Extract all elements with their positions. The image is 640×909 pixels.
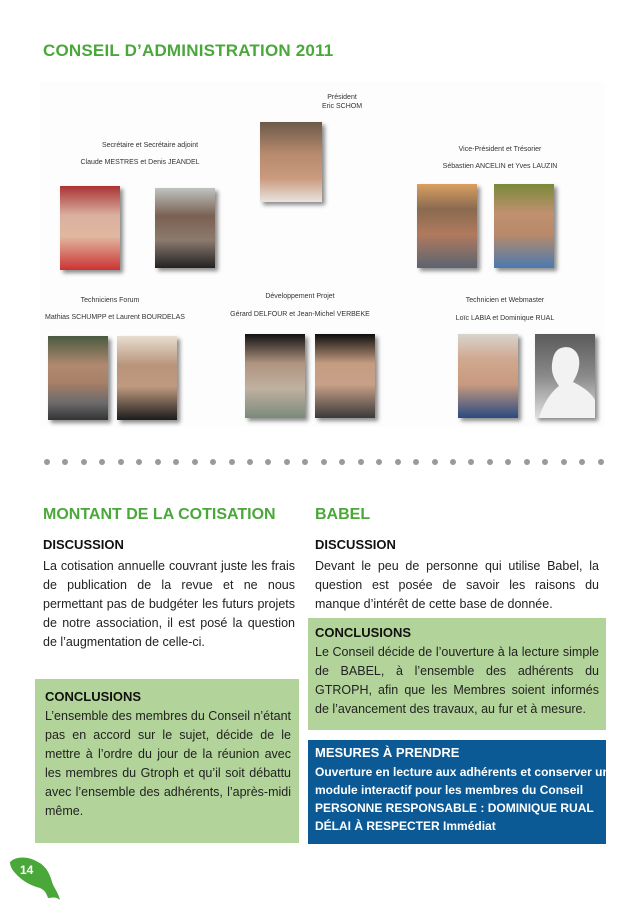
secretaires-role: Secrétaire et Secrétaire adjoint — [101, 142, 199, 149]
mesures-delai: DÉLAI À RESPECTER Immédiat — [315, 819, 496, 833]
cotisation-conclusions-text: L’ensemble des membres du Conseil n’étant pas en accord sur le sujet, décide de le mettre à l’ordre du jour de la réunion avec les membres du Gtroph et qu’il soit débattu avec l’ensemble des adhérents, l’après-midi même. — [45, 709, 291, 818]
mesures-line-2: module interactif pour les membres du Conseil — [315, 783, 584, 797]
divider-dot — [44, 459, 50, 465]
technicien-forum-photo-2 — [117, 336, 177, 420]
cotisation-discussion-text: La cotisation annuelle couvrant juste les frais de publication de la revue et ne nous permettant pas de budgéter les futurs projets de notre association, il est posé la question de l’augmentation de celle-ci. — [43, 559, 295, 649]
page-number-badge — [8, 852, 63, 907]
techniciens-forum-names: Mathias SCHUMPP et Laurent BOURDELAS — [45, 314, 185, 321]
secretaire-photo-1 — [60, 186, 120, 270]
divider-dot — [432, 459, 438, 465]
babel-conclusions-label: CONCLUSIONS — [315, 625, 412, 640]
cotisation-discussion-label: DISCUSSION — [43, 537, 124, 552]
divider-dot — [81, 459, 87, 465]
divider-dot — [468, 459, 474, 465]
webmaster-names: Loïc LABIA et Dominique RUAL — [455, 315, 555, 322]
mesures-line-1: Ouverture en lecture aux adhérents et conserver un — [315, 765, 610, 779]
president-role: Président — [327, 94, 357, 101]
divider-dot — [598, 459, 604, 465]
cotisation-title: MONTANT DE LA COTISATION — [43, 506, 276, 523]
divider-dot — [210, 459, 216, 465]
divider-dot — [99, 459, 105, 465]
divider-dot — [339, 459, 345, 465]
divider-dot — [358, 459, 364, 465]
divider-dot — [265, 459, 271, 465]
divider-dot — [579, 459, 585, 465]
technicien-forum-photo-1 — [48, 336, 108, 420]
cotisation-conclusions-label: CONCLUSIONS — [45, 689, 142, 704]
president-photo — [260, 122, 322, 202]
page-title: CONSEIL D’ADMINISTRATION 2011 — [43, 41, 334, 60]
divider-dot — [284, 459, 290, 465]
divider-dot — [136, 459, 142, 465]
divider-dot — [395, 459, 401, 465]
babel-discussion-label: DISCUSSION — [315, 537, 396, 552]
divider-dot — [524, 459, 530, 465]
babel-discussion-text: Devant le peu de personne qui utilise Babel, la question est posée de savoir les raisons du manque d’intérêt de cette base de donnée. — [315, 559, 599, 611]
divider-dot — [173, 459, 179, 465]
techniciens-forum-role: Techniciens Forum — [80, 297, 140, 304]
divider-dot — [155, 459, 161, 465]
secretaires-names: Claude MESTRES et Denis JEANDEL — [80, 159, 200, 166]
mesures-responsable: PERSONNE RESPONSABLE : DOMINIQUE RUAL — [315, 801, 594, 815]
page-number: 14 — [20, 863, 34, 877]
babel-mesures-box — [308, 740, 610, 844]
divider-dot — [247, 459, 253, 465]
secretaire-photo-2 — [155, 188, 215, 268]
org-chart — [40, 82, 605, 427]
divider-dot — [376, 459, 382, 465]
babel-conclusions-text: Le Conseil décide de l’ouverture à la lecture simple de BABEL, à l’ensemble des adhérents du GTROPH, afin que les Membres soient informés de l’avancement des travaux, au fur et à mesure. — [315, 645, 599, 716]
divider-dot — [192, 459, 198, 465]
silhouette-icon — [535, 334, 595, 418]
dotted-divider — [44, 459, 604, 467]
developpement-names: Gérard DELFOUR et Jean-Michel VERBEKE — [230, 311, 370, 318]
fish-icon — [8, 852, 63, 902]
developpement-role: Développement Projet — [265, 293, 335, 300]
babel-conclusions-box — [308, 618, 606, 730]
webmaster-role: Technicien et Webmaster — [465, 297, 545, 304]
divider-dot — [413, 459, 419, 465]
divider-dot — [229, 459, 235, 465]
divider-dot — [487, 459, 493, 465]
developpement-photo-1 — [245, 334, 305, 418]
divider-dot — [321, 459, 327, 465]
babel-title: BABEL — [315, 506, 371, 523]
webmaster-photo-placeholder — [535, 334, 595, 418]
divider-dot — [505, 459, 511, 465]
cotisation-conclusions-box — [35, 679, 299, 843]
divider-dot — [542, 459, 548, 465]
webmaster-photo-1 — [458, 334, 518, 418]
divider-dot — [62, 459, 68, 465]
developpement-photo-2 — [315, 334, 375, 418]
divider-dot — [302, 459, 308, 465]
vice-president-role: Vice-Président et Trésorier — [458, 146, 542, 153]
divider-dot — [561, 459, 567, 465]
president-names: Eric SCHOM — [321, 103, 363, 110]
vice-president-photo-1 — [417, 184, 477, 268]
divider-dot — [118, 459, 124, 465]
mesures-label: MESURES À PRENDRE — [315, 745, 460, 760]
vice-president-photo-2 — [494, 184, 554, 268]
vice-president-names: Sébastien ANCELIN et Yves LAUZIN — [442, 163, 558, 170]
divider-dot — [450, 459, 456, 465]
